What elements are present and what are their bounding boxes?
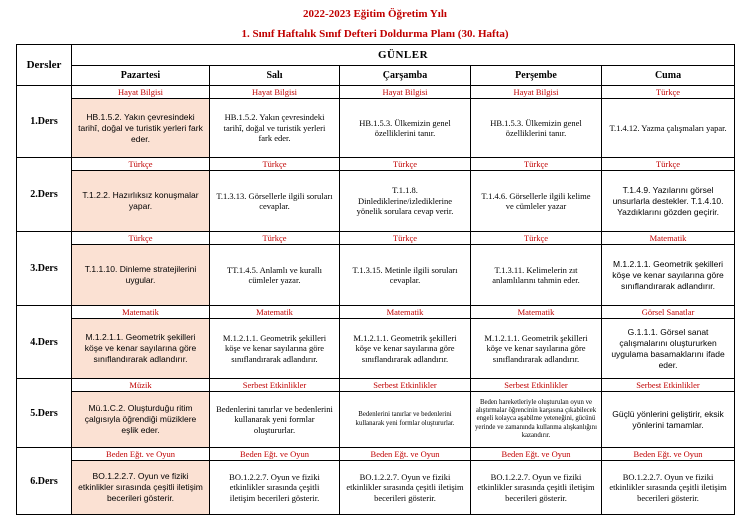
subject-label: Türkçe	[72, 158, 209, 171]
subject-label: Hayat Bilgisi	[471, 86, 601, 99]
outcome-text: Bedenlerini tanırlar ve bedenlerini kullanarak yeni formlar oluştururlar.	[355, 411, 455, 427]
outcome-text: T.1.3.13. Görsellerle ilgili soruları cevaplar.	[216, 190, 333, 211]
plan-cell	[72, 232, 210, 306]
plan-cell	[340, 86, 471, 158]
plan-cell	[72, 379, 210, 448]
plan-cell	[602, 86, 735, 158]
outcome-text: M.1.2.1.1. Geometrik şekilleri köşe ve kenar sayılarına göre sınıflandırarak adlandırır.	[84, 332, 197, 364]
outcome-text: TT.1.4.5. Anlamlı ve kurallı cümleler yazar.	[227, 264, 322, 285]
plan-cell	[340, 306, 471, 379]
header-dersler: Dersler	[17, 45, 72, 86]
table-row	[17, 448, 735, 515]
subject-label: Matematik	[471, 306, 601, 319]
table-row	[17, 232, 735, 306]
plan-cell	[602, 158, 735, 232]
plan-cell	[602, 232, 735, 306]
outcome-text: T.1.4.9. Yazılarını görsel unsurlarla destekler. T.1.4.10. Yazdıklarını gözden geçirir.	[612, 184, 724, 217]
header-gunler: GÜNLER	[72, 45, 735, 66]
outcome-text: M.1.2.1.1. Geometrik şekilleri köşe ve kenar sayılarına göre sınıflandırarak adlandırır.	[222, 332, 327, 364]
lesson-label: 4.Ders	[17, 306, 72, 379]
subject-label: Türkçe	[471, 232, 601, 245]
plan-cell	[210, 448, 340, 515]
plan-cell	[602, 448, 735, 515]
plan-cell	[471, 448, 602, 515]
outcome-text: G.1.1.1. Görsel sanat çalışmalarını oluştururken uygulama basamaklarını ifade eder.	[611, 326, 725, 370]
plan-cell	[210, 86, 340, 158]
lesson-label: 5.Ders	[17, 379, 72, 448]
subject-label: Serbest Etkinlikler	[471, 379, 601, 392]
outcome-text: HB.1.5.3. Ülkemizin genel özelliklerini tanır.	[490, 117, 582, 138]
lesson-label: 2.Ders	[17, 158, 72, 232]
outcome-text: Güçlü yönlerini geliştirir, eksik yönlerini tamamlar.	[612, 408, 724, 430]
subject-label: Beden Eğt. ve Oyun	[72, 448, 209, 461]
outcome-text: T.1.4.12. Yazma çalışmaları yapar.	[609, 122, 727, 133]
outcome-text: M.1.2.1.1. Geometrik şekilleri köşe ve kenar sayılarına göre sınıflandırarak adlandırır.	[612, 258, 724, 291]
plan-cell	[340, 448, 471, 515]
outcome-text: BO.1.2.2.7. Oyun ve fiziki etkinlikler sırasında çeşitli iletişim becerileri gösterir.	[78, 471, 203, 503]
header-day-wednesday: Çarşamba	[340, 66, 471, 86]
outcome-text: Bedenlerini tanırlar ve bedenlerini kullanarak yeni formlar oluştururlar.	[216, 403, 333, 435]
plan-cell	[602, 379, 735, 448]
outcome-text: M.1.2.1.1. Geometrik şekilleri köşe ve kenar sayılarına göre sınıflandırarak adlandırır.	[353, 332, 457, 364]
lesson-label: 1.Ders	[17, 86, 72, 158]
plan-cell	[340, 232, 471, 306]
plan-cell	[72, 306, 210, 379]
subject-label: Hayat Bilgisi	[340, 86, 470, 99]
outcome-text: BO.1.2.2.7. Oyun ve fiziki etkinlikler sırasında çeşitli iletişim becerileri gösterir.	[346, 471, 464, 503]
subject-label: Türkçe	[72, 232, 209, 245]
subject-label: Serbest Etkinlikler	[602, 379, 734, 392]
subject-label: Serbest Etkinlikler	[340, 379, 470, 392]
outcome-text: M.1.2.1.1. Geometrik şekilleri köşe ve kenar sayılarına göre sınıflandırarak adlandırır.	[484, 332, 588, 364]
plan-cell	[340, 158, 471, 232]
outcome-text: HB.1.5.3. Ülkemizin genel özelliklerini tanır.	[359, 117, 451, 138]
outcome-text: T.1.4.6. Görsellerle ilgili kelime ve cümleler yazar	[481, 190, 591, 211]
outcome-text: T.1.3.15. Metinle ilgili soruları cevaplar.	[352, 264, 458, 285]
subject-label: Görsel Sanatlar	[602, 306, 734, 319]
lesson-label: 6.Ders	[17, 448, 72, 515]
outcome-text: Beden hareketleriyle oluşturulan oyun ve alıştırmalar öğrencinin karşısına çıkabilecek engeli kolayca aşabilme yeteneğini, gücünü yerinde ve zamanında kullanma alışkanlığını kazandırır.	[475, 398, 597, 439]
subject-label: Matematik	[602, 232, 734, 245]
table-row	[17, 306, 735, 379]
plan-cell	[340, 379, 471, 448]
outcome-text: HB.1.5.2. Yakın çevresindeki tarihî, doğal ve turistik yerleri fark eder.	[78, 111, 203, 144]
plan-cell	[210, 158, 340, 232]
document-title-plan: 1. Sınıf Haftalık Sınıf Defteri Doldurma Planı (30. Hafta)	[241, 28, 509, 40]
subject-label: Matematik	[210, 306, 339, 319]
outcome-text: T.1.3.11. Kelimelerin zıt anlamlılarını tahmin eder.	[492, 264, 580, 285]
subject-label: Beden Eğt. ve Oyun	[471, 448, 601, 461]
plan-cell	[72, 158, 210, 232]
subject-label: Matematik	[72, 306, 209, 319]
subject-label: Türkçe	[340, 232, 470, 245]
plan-cell	[471, 232, 602, 306]
subject-label: Türkçe	[602, 158, 734, 171]
lesson-label: 3.Ders	[17, 232, 72, 306]
weekly-plan-table	[16, 44, 735, 515]
subject-label: Müzik	[72, 379, 209, 392]
table-row	[17, 86, 735, 158]
subject-label: Beden Eğt. ve Oyun	[602, 448, 734, 461]
outcome-text: T.1.1.8. Dinlediklerine/izlediklerine yönelik sorulara cevap verir.	[356, 185, 454, 217]
table-row	[17, 379, 735, 448]
plan-cell	[210, 379, 340, 448]
outcome-text: HB.1.5.2. Yakın çevresindeki tarihî, doğal ve turistik yerleri fark eder.	[223, 112, 326, 144]
subject-label: Beden Eğt. ve Oyun	[210, 448, 339, 461]
subject-label: Beden Eğt. ve Oyun	[340, 448, 470, 461]
plan-cell	[471, 379, 602, 448]
plan-cell	[471, 86, 602, 158]
subject-label: Serbest Etkinlikler	[210, 379, 339, 392]
subject-label: Türkçe	[210, 158, 339, 171]
subject-label: Türkçe	[602, 86, 734, 99]
subject-label: Türkçe	[340, 158, 470, 171]
outcome-text: Mü.1.C.2. Oluşturduğu ritim çalgısıyla öğrendiği müziklere eşlik eder.	[84, 403, 197, 435]
subject-label: Türkçe	[210, 232, 339, 245]
plan-cell	[471, 158, 602, 232]
plan-cell	[471, 306, 602, 379]
plan-cell	[210, 232, 340, 306]
header-day-tuesday: Salı	[210, 66, 340, 86]
outcome-text: BO.1.2.2.7. Oyun ve fiziki etkinlikler sırasında çeşitli iletişim becerileri gösterir.	[477, 471, 595, 503]
outcome-text: BO.1.2.2.7. Oyun ve fiziki etkinlikler sırasında çeşitli iletişim becerileri gösterir.	[609, 471, 727, 503]
header-day-thursday: Perşembe	[471, 66, 602, 86]
header-day-monday: Pazartesi	[72, 66, 210, 86]
plan-cell	[210, 306, 340, 379]
subject-label: Hayat Bilgisi	[72, 86, 209, 99]
subject-label: Türkçe	[471, 158, 601, 171]
subject-label: Hayat Bilgisi	[210, 86, 339, 99]
document-title-year: 2022-2023 Eğitim Öğretim Yılı	[303, 8, 447, 20]
header-day-friday: Cuma	[602, 66, 735, 86]
plan-cell	[72, 448, 210, 515]
plan-cell	[72, 86, 210, 158]
table-row	[17, 158, 735, 232]
outcome-text: T.1.2.2. Hazırlıksız konuşmalar yapar.	[82, 190, 199, 211]
subject-label: Matematik	[340, 306, 470, 319]
outcome-text: T.1.1.10. Dinleme stratejilerini uygular.	[84, 264, 197, 285]
plan-cell	[602, 306, 735, 379]
outcome-text: BO.1.2.2.7. Oyun ve fiziki etkinlikler sırasında çeşitli iletişim becerileri gösterir.	[229, 471, 320, 503]
